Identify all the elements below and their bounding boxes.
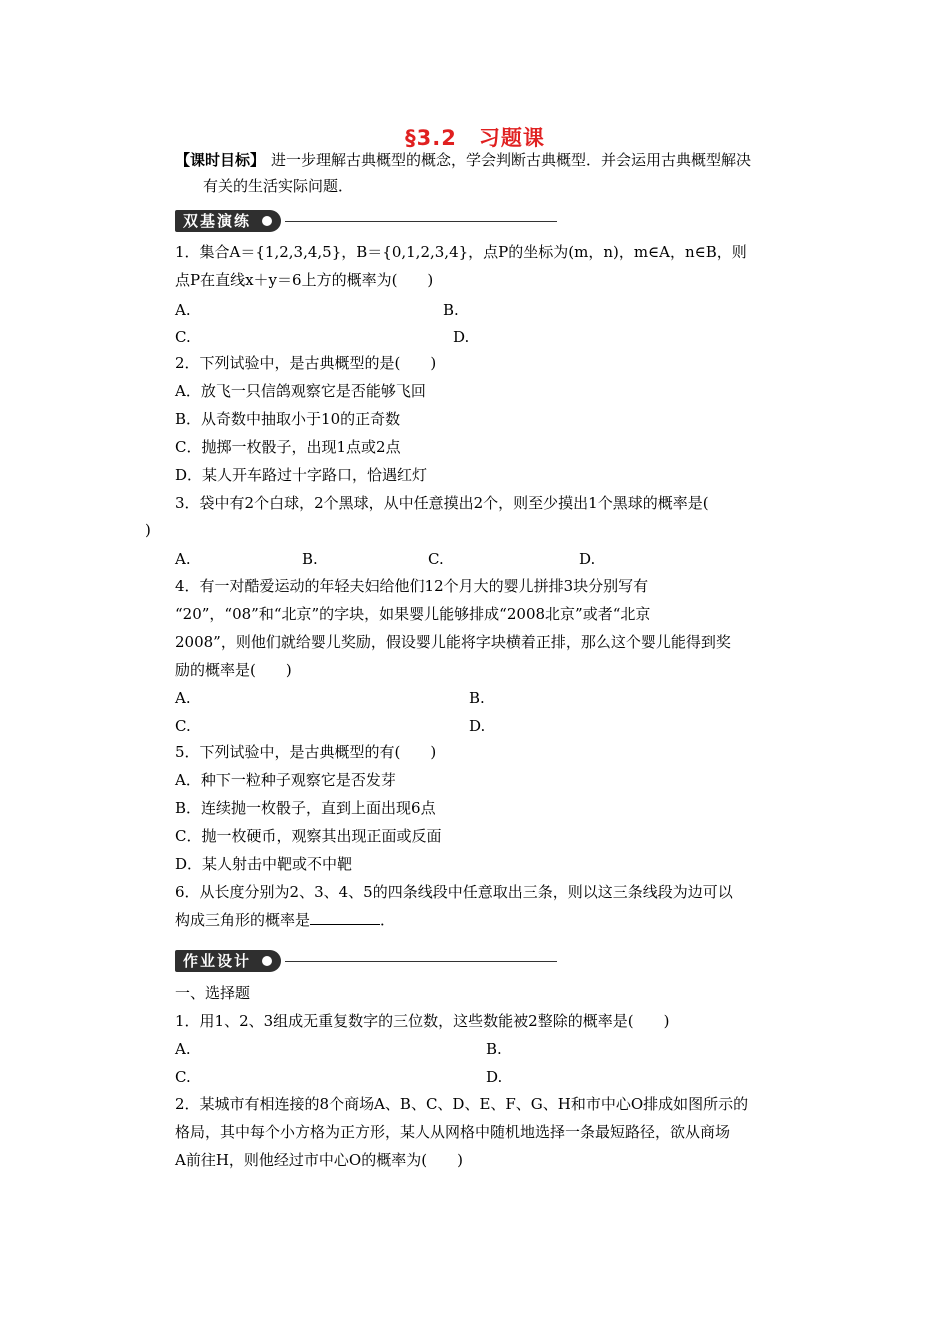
lesson-goal-line2: 有关的生活实际问题． [203, 177, 354, 195]
question-3-option-c: C. [428, 550, 444, 568]
section-label-text: 作业设计 [183, 952, 252, 970]
lesson-goal-line1 [175, 150, 751, 170]
page-title: §3.2 习题课 [405, 126, 545, 150]
question-4-line4: 励的概率是( ) [175, 661, 292, 679]
section-label [175, 210, 281, 232]
question-5-stem: 5．下列试验中，是古典概型的有( ) [175, 743, 437, 761]
section-label [175, 950, 281, 972]
answer-blank [310, 910, 380, 925]
lesson-goal-text: 进一步理解古典概型的概念，学会判断古典概型．并会运用古典概型解决 [271, 151, 752, 169]
homework-question-2-line3: A前往H，则他经过市中心O的概率为( ) [175, 1151, 463, 1169]
question-5-option-b: B．连续抛一枚骰子，直到上面出现6点 [175, 799, 436, 817]
bullet-dot-icon [262, 216, 272, 226]
section-divider-line [285, 961, 557, 962]
question-6-text: 构成三角形的概率是 [175, 911, 311, 929]
question-3-option-a: A. [175, 550, 191, 568]
question-3-option-b: B. [302, 550, 318, 568]
question-4-line3: 2008”，则他们就给婴儿奖励，假设婴儿能将字块横着正排，那么这个婴儿能得到奖 [175, 633, 731, 651]
question-1-line1: 1．集合A＝{1,2,3,4,5}，B＝{0,1,2,3,4}，点P的坐标为(m，n)，m∈A，n∈B，则 [175, 243, 747, 261]
question-2-option-c: C．抛掷一枚骰子，出现1点或2点 [175, 438, 401, 456]
question-5-option-a: A．种下一粒种子观察它是否发芽 [175, 771, 396, 789]
question-4-option-b: B. [469, 689, 485, 707]
section-label-text: 双基演练 [183, 212, 252, 230]
question-5-option-d: D．某人射击中靶或不中靶 [175, 855, 353, 873]
question-5-option-c: C．抛一枚硬币，观察其出现正面或反面 [175, 827, 442, 845]
question-4-line1: 4．有一对酷爱运动的年轻夫妇给他们12个月大的婴儿拼排3块分别写有 [175, 577, 649, 595]
question-1-line2: 点P在直线x＋y＝6上方的概率为( ) [175, 271, 434, 289]
question-1-option-d: D. [453, 328, 470, 346]
homework-question-1-option-b: B. [486, 1040, 502, 1058]
question-1-option-a: A. [175, 301, 191, 319]
question-3-line2: ) [145, 521, 151, 539]
section-header-homework [175, 950, 557, 972]
question-4-option-c: C. [175, 717, 191, 735]
subheading-choice-questions: 一、选择题 [175, 984, 251, 1002]
section-header-basic-practice [175, 210, 557, 232]
homework-question-1-option-c: C. [175, 1068, 191, 1086]
question-6-line2 [175, 910, 395, 930]
question-3-line1: 3．袋中有2个白球，2个黑球，从中任意摸出2个，则至少摸出1个黑球的概率是( [175, 494, 709, 512]
question-4-option-d: D. [469, 717, 486, 735]
lesson-goal-tag: 【课时目标】 [175, 151, 266, 169]
homework-question-2-line2: 格局，其中每个小方格为正方形，某人从网格中随机地选择一条最短路径，欲从商场 [175, 1123, 731, 1141]
homework-question-1-option-d: D. [486, 1068, 503, 1086]
question-2-option-b: B．从奇数中抽取小于10的正奇数 [175, 410, 401, 428]
section-divider-line [285, 221, 557, 222]
question-4-line2: “20”，“08”和“北京”的字块，如果婴儿能够排成“2008北京”或者“北京 [175, 605, 651, 623]
question-2-stem: 2．下列试验中，是古典概型的是( ) [175, 354, 437, 372]
question-4-option-a: A. [175, 689, 191, 707]
question-3-option-d: D. [579, 550, 596, 568]
homework-question-1-option-a: A. [175, 1040, 191, 1058]
homework-question-2-line1: 2．某城市有相连接的8个商场A、B、C、D、E、F、G、H和市中心O排成如图所示的 [175, 1095, 749, 1113]
question-6-period: ． [380, 911, 396, 929]
question-2-option-d: D．某人开车路过十字路口，恰遇红灯 [175, 466, 428, 484]
bullet-dot-icon [262, 956, 272, 966]
homework-question-1-stem: 1．用1、2、3组成无重复数字的三位数，这些数能被2整除的概率是( ) [175, 1012, 670, 1030]
question-6-line1: 6．从长度分别为2、3、4、5的四条线段中任意取出三条，则以这三条线段为边可以 [175, 883, 733, 901]
question-2-option-a: A．放飞一只信鸽观察它是否能够飞回 [175, 382, 426, 400]
question-1-option-b: B. [443, 301, 459, 319]
question-1-option-c: C. [175, 328, 191, 346]
